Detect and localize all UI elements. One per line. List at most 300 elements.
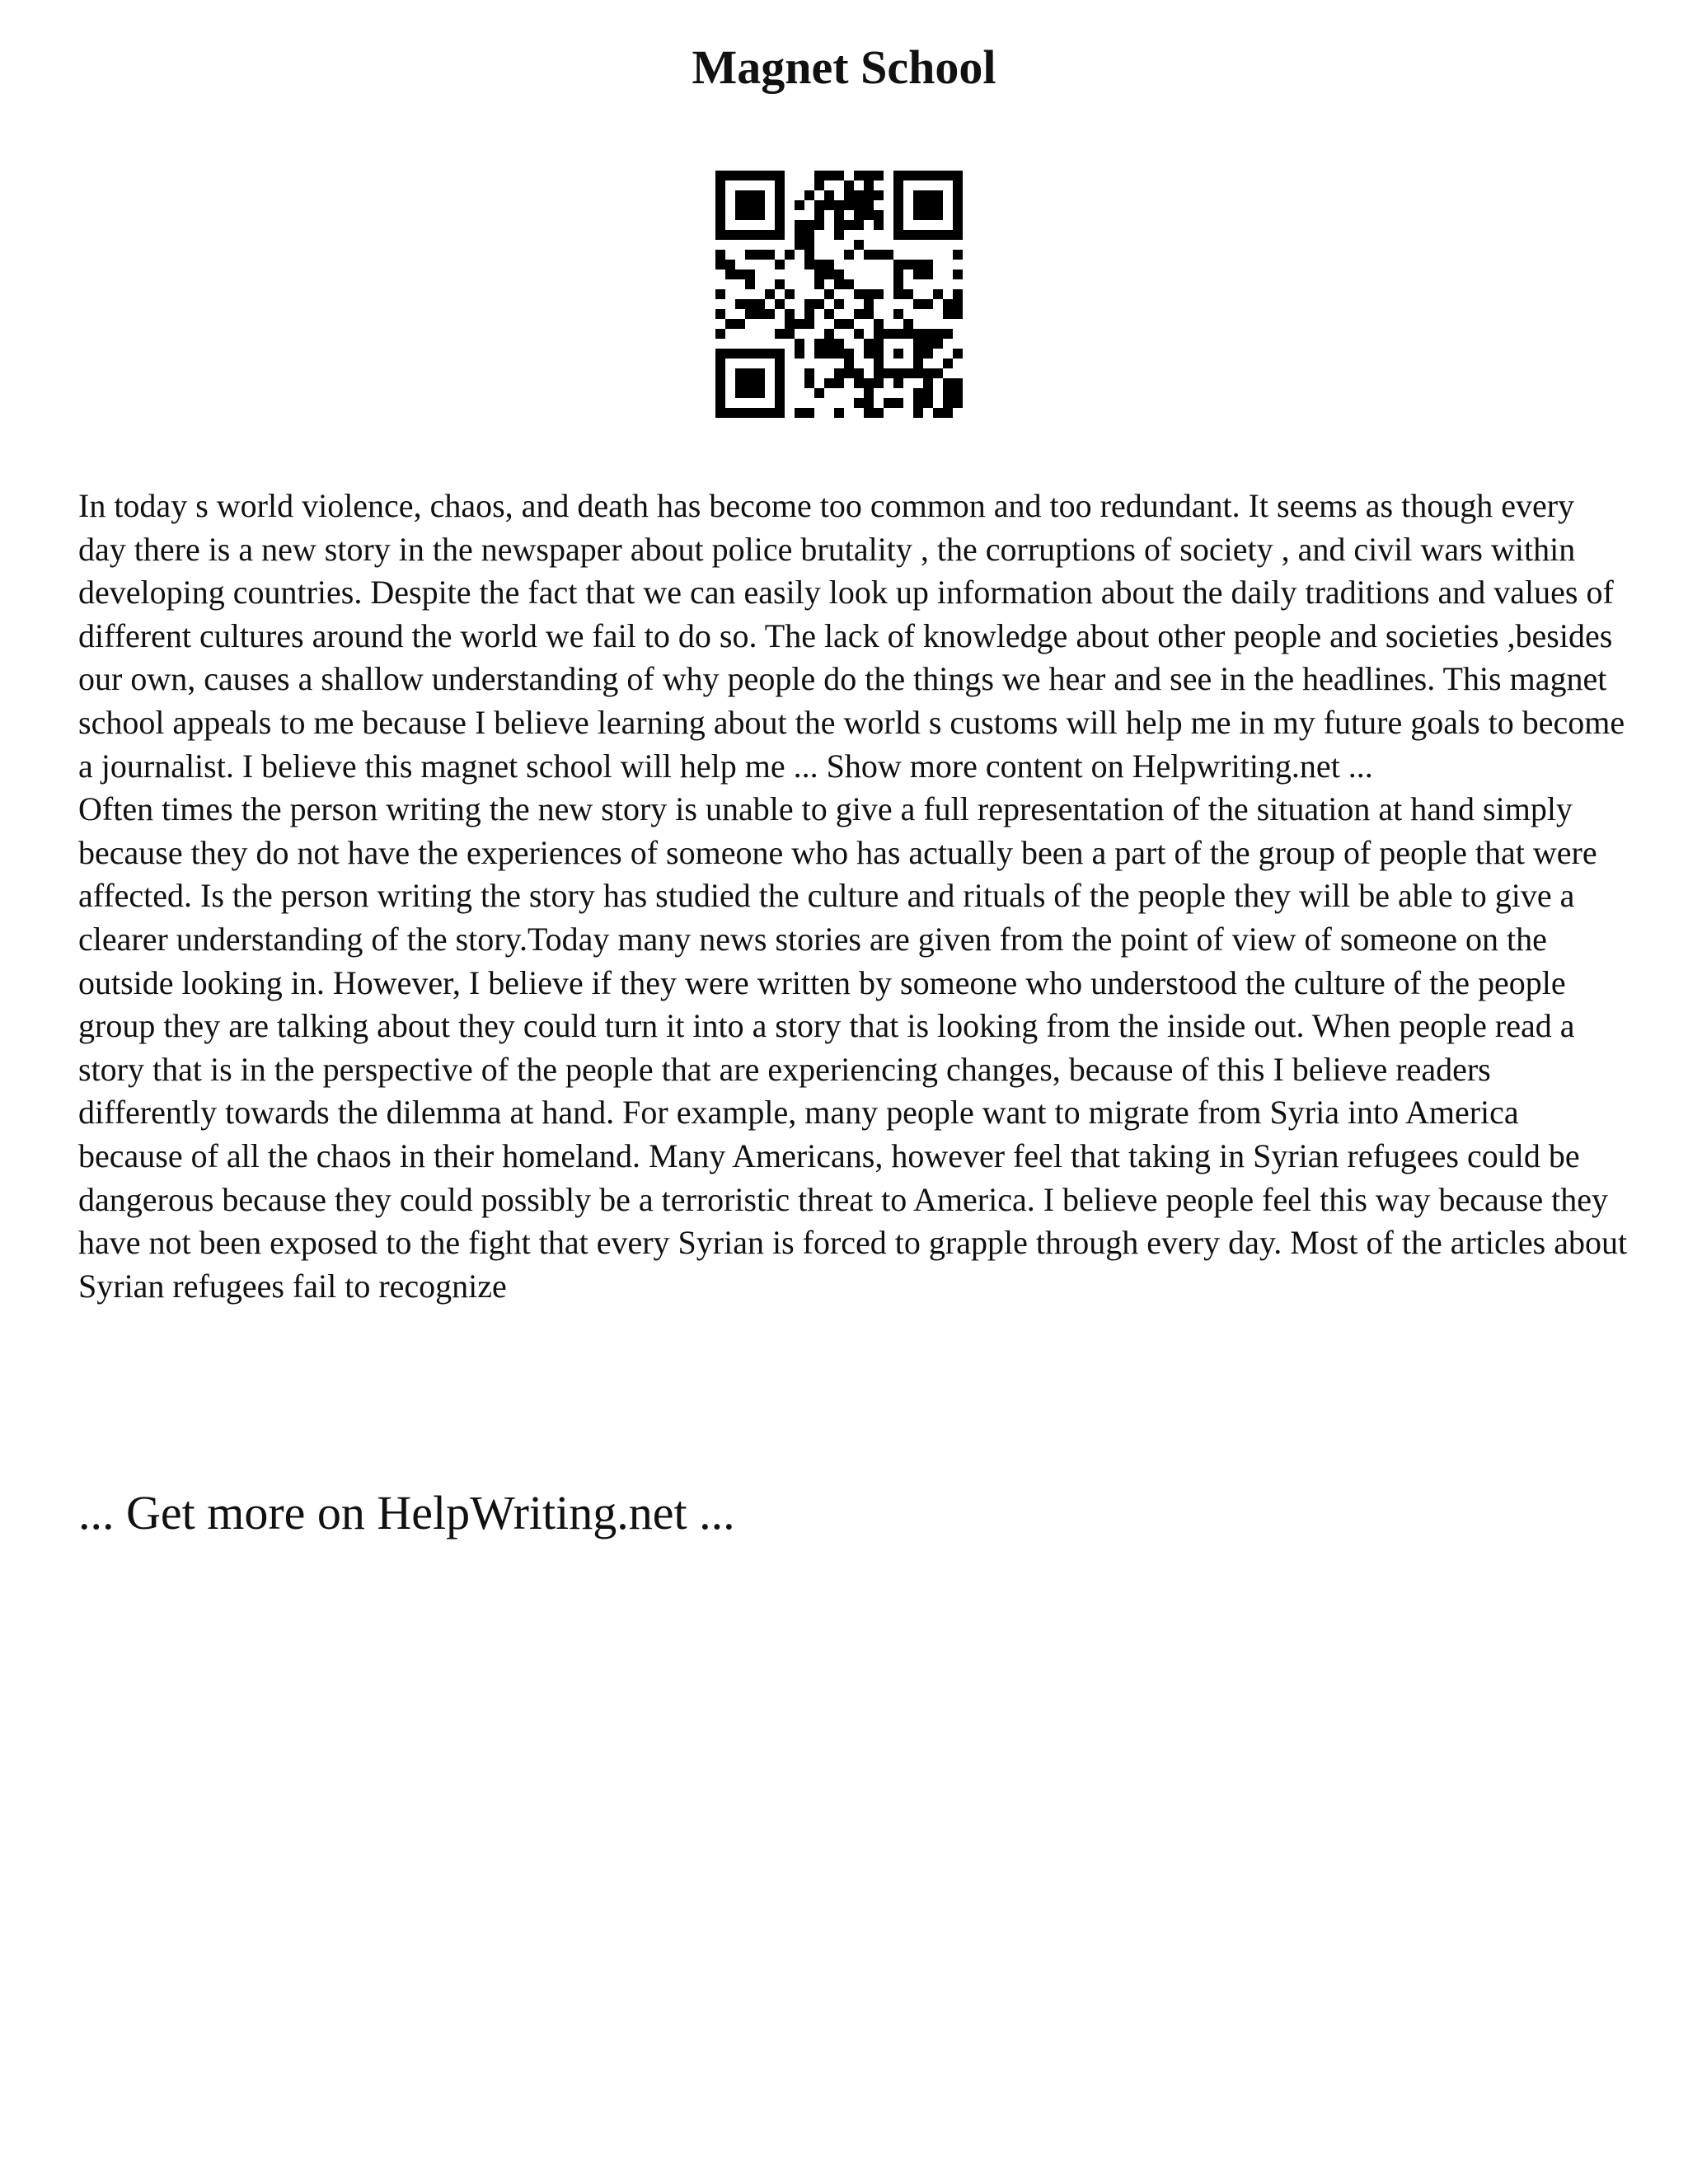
qr-module: [844, 220, 854, 230]
qr-module: [814, 299, 824, 309]
qr-module: [834, 210, 844, 220]
qr-module: [745, 368, 755, 378]
qr-module: [725, 349, 735, 359]
qr-module: [913, 398, 923, 408]
qr-module: [923, 210, 933, 220]
qr-module: [804, 240, 814, 250]
qr-module: [864, 339, 874, 349]
qr-module: [903, 289, 913, 299]
qr-module: [953, 289, 963, 299]
qr-module: [725, 171, 735, 180]
qr-module: [745, 250, 755, 260]
qr-module: [874, 171, 884, 180]
qr-module: [775, 220, 785, 230]
qr-module: [785, 309, 795, 319]
qr-module: [775, 210, 785, 220]
qr-module: [913, 200, 923, 210]
qr-module: [874, 319, 884, 329]
qr-module: [943, 359, 953, 368]
qr-module: [933, 408, 943, 418]
qr-module: [775, 388, 785, 398]
qr-module: [913, 269, 923, 279]
qr-module: [913, 210, 923, 220]
qr-module: [913, 171, 923, 180]
qr-module: [943, 388, 953, 398]
qr-module: [785, 329, 795, 339]
qr-module: [765, 230, 775, 240]
qr-module: [804, 319, 814, 329]
qr-module: [874, 220, 884, 230]
qr-module: [913, 230, 923, 240]
qr-module: [804, 260, 814, 269]
qr-module: [735, 200, 745, 210]
qr-module: [795, 408, 804, 418]
qr-module: [864, 180, 874, 190]
qr-module: [735, 210, 745, 220]
qr-module: [893, 210, 903, 220]
qr-module: [884, 250, 893, 260]
qr-module: [765, 250, 775, 260]
qr-module: [903, 171, 913, 180]
qr-module: [953, 230, 963, 240]
qr-module: [745, 279, 755, 289]
qr-module: [795, 220, 804, 230]
qr-module: [884, 368, 893, 378]
qr-module: [735, 299, 745, 309]
qr-module: [725, 408, 735, 418]
qr-module: [785, 289, 795, 299]
qr-module: [953, 180, 963, 190]
qr-module: [775, 171, 785, 180]
qr-module: [755, 378, 765, 388]
paragraph: Often times the person writing the new story is unable to give a full representation of the situation at hand simply because they do not have the experiences of someone who has actually been a part of the group of people that were affected. Is the person writing the story has studied the culture and rituals of the people they will be able to give a clearer understanding of the story.Today many news stories are given from the point of view of someone on the outside looking in. However, I believe if they were written by someone who understood the culture of the people group they are talking about they could turn it into a story that is looking from the inside out. When people read a story that is in the perspective of the people that are experiencing changes, because of this I believe readers differently towards the dilemma at hand. For example, many people want to migrate from Syria into America because of all the chaos in their homeland. Many Americans, however feel that taking in Syrian refugees could be dangerous because they could possibly be a terroristic threat to America. I believe people feel this way because they have not been exposed to the fight that every Syrian is forced to grapple through every day. Most of the articles about Syrian refugees fail to recognize: [78, 790, 1628, 1305]
qr-module: [755, 408, 765, 418]
qr-module: [953, 299, 963, 309]
qr-module: [933, 171, 943, 180]
qr-module: [844, 319, 854, 329]
qr-module: [874, 289, 884, 299]
qr-module: [745, 378, 755, 388]
qr-module: [824, 171, 834, 180]
qr-module: [715, 398, 725, 408]
qr-module: [953, 210, 963, 220]
qr-module: [795, 230, 804, 240]
qr-module: [864, 299, 874, 309]
qr-module: [953, 250, 963, 260]
qr-module: [913, 359, 923, 368]
qr-module: [844, 190, 854, 200]
qr-module: [725, 260, 735, 269]
qr-module: [775, 260, 785, 269]
qr-module: [834, 349, 844, 359]
qr-module: [923, 190, 933, 200]
qr-module: [933, 230, 943, 240]
qr-module: [923, 398, 933, 408]
qr-module: [814, 220, 824, 230]
qr-module: [795, 200, 804, 210]
qr-module: [874, 378, 884, 388]
qr-module: [795, 319, 804, 329]
qr-module: [923, 269, 933, 279]
qr-module: [913, 388, 923, 398]
qr-module: [775, 200, 785, 210]
qr-module: [775, 398, 785, 408]
qr-module: [864, 398, 874, 408]
qr-module: [874, 349, 884, 359]
qr-module: [884, 398, 893, 408]
qr-module: [854, 398, 864, 408]
get-more-link[interactable]: ... Get more on HelpWriting.net ...: [78, 1486, 735, 1540]
qr-module: [725, 230, 735, 240]
qr-module: [745, 309, 755, 319]
qr-module: [864, 200, 874, 210]
qr-module: [824, 190, 834, 200]
qr-module: [923, 299, 933, 309]
qr-module: [893, 279, 903, 289]
qr-module: [903, 230, 913, 240]
qr-module: [775, 230, 785, 240]
qr-module: [923, 368, 933, 378]
qr-module: [933, 190, 943, 200]
qr-module: [755, 250, 765, 260]
qr-module: [804, 220, 814, 230]
qr-module: [844, 250, 854, 260]
qr-module: [785, 250, 795, 260]
qr-module: [844, 200, 854, 210]
qr-module: [854, 171, 864, 180]
qr-module: [854, 240, 864, 250]
qr-module: [715, 220, 725, 230]
qr-module: [933, 210, 943, 220]
qr-module: [953, 378, 963, 388]
qr-module: [715, 260, 725, 269]
qr-module: [814, 200, 824, 210]
qr-module: [775, 279, 785, 289]
qr-module: [844, 279, 854, 289]
qr-module: [715, 250, 725, 260]
qr-module: [893, 200, 903, 210]
qr-module: [844, 349, 854, 359]
qr-module: [923, 260, 933, 269]
qr-module: [953, 220, 963, 230]
qr-module: [715, 190, 725, 200]
qr-code-graphic: [715, 171, 963, 418]
qr-module: [913, 260, 923, 269]
qr-module: [804, 368, 814, 378]
qr-module: [824, 200, 834, 210]
qr-module: [893, 220, 903, 230]
qr-module: [735, 408, 745, 418]
qr-module: [834, 368, 844, 378]
qr-module: [953, 309, 963, 319]
qr-module: [933, 329, 943, 339]
qr-module: [834, 279, 844, 289]
qr-module: [715, 210, 725, 220]
qr-module: [715, 180, 725, 190]
qr-module: [854, 190, 864, 200]
qr-module: [884, 329, 893, 339]
qr-module: [824, 269, 834, 279]
qr-module: [854, 200, 864, 210]
qr-module: [814, 339, 824, 349]
qr-module: [913, 349, 923, 359]
qr-module: [854, 309, 864, 319]
qr-module: [903, 319, 913, 329]
qr-module: [834, 171, 844, 180]
qr-module: [834, 408, 844, 418]
qr-module: [755, 200, 765, 210]
qr-module: [755, 349, 765, 359]
page-title: Magnet School: [692, 40, 996, 94]
qr-module: [893, 230, 903, 240]
qr-module: [854, 289, 864, 299]
qr-module: [943, 309, 953, 319]
qr-module: [893, 289, 903, 299]
qr-module: [745, 171, 755, 180]
qr-module: [834, 339, 844, 349]
qr-module: [923, 171, 933, 180]
qr-module: [923, 378, 933, 388]
qr-module: [903, 368, 913, 378]
qr-module: [893, 171, 903, 180]
qr-module: [755, 309, 765, 319]
qr-module: [745, 299, 755, 309]
qr-module: [715, 171, 725, 180]
qr-module: [844, 368, 854, 378]
qr-module: [765, 349, 775, 359]
qr-module: [725, 319, 735, 329]
qr-module: [923, 349, 933, 359]
qr-module: [913, 329, 923, 339]
qr-module: [715, 368, 725, 378]
qr-module: [795, 349, 804, 359]
qr-module: [755, 368, 765, 378]
qr-module: [735, 190, 745, 200]
qr-module: [715, 378, 725, 388]
qr-module: [943, 408, 953, 418]
qr-module: [775, 349, 785, 359]
qr-module: [893, 180, 903, 190]
qr-module: [735, 388, 745, 398]
qr-module: [903, 260, 913, 269]
qr-module: [755, 299, 765, 309]
qr-module: [893, 368, 903, 378]
qr-module: [874, 190, 884, 200]
qr-module: [804, 230, 814, 240]
qr-module: [735, 368, 745, 378]
qr-module: [943, 171, 953, 180]
qr-module: [814, 180, 824, 190]
qr-module: [775, 329, 785, 339]
qr-module: [735, 378, 745, 388]
qr-module: [864, 408, 874, 418]
qr-module: [893, 378, 903, 388]
qr-module: [893, 269, 903, 279]
qr-module: [854, 210, 864, 220]
qr-module: [864, 190, 874, 200]
qr-module: [735, 319, 745, 329]
qr-module: [913, 408, 923, 418]
qr-module: [943, 378, 953, 388]
qr-module: [864, 349, 874, 359]
qr-module: [745, 269, 755, 279]
qr-module: [874, 408, 884, 418]
qr-module: [844, 180, 854, 190]
qr-module: [804, 299, 814, 309]
qr-module: [814, 269, 824, 279]
qr-module: [854, 329, 864, 339]
qr-module: [814, 210, 824, 220]
qr-module: [814, 349, 824, 359]
qr-module: [923, 200, 933, 210]
qr-module: [953, 190, 963, 200]
qr-module: [943, 329, 953, 339]
qr-module: [923, 329, 933, 339]
qr-module: [735, 171, 745, 180]
qr-module: [795, 339, 804, 349]
qr-module: [834, 269, 844, 279]
qr-module: [775, 180, 785, 190]
qr-module: [913, 368, 923, 378]
qr-module: [943, 398, 953, 408]
qr-module: [923, 388, 933, 398]
qr-module: [824, 260, 834, 269]
qr-module: [765, 171, 775, 180]
qr-module: [824, 329, 834, 339]
qr-module: [775, 299, 785, 309]
qr-module: [953, 388, 963, 398]
qr-module: [745, 408, 755, 418]
qr-module: [943, 299, 953, 309]
qr-module: [715, 408, 725, 418]
qr-module: [893, 398, 903, 408]
qr-module: [715, 329, 725, 339]
qr-module: [864, 309, 874, 319]
qr-module: [893, 329, 903, 339]
qr-module: [874, 339, 884, 349]
qr-code-icon: [715, 171, 963, 418]
qr-module: [824, 349, 834, 359]
qr-module: [755, 171, 765, 180]
qr-module: [804, 309, 814, 319]
qr-module: [715, 309, 725, 319]
qr-module: [715, 230, 725, 240]
qr-module: [834, 230, 844, 240]
qr-module: [755, 230, 765, 240]
qr-module: [874, 250, 884, 260]
qr-module: [775, 190, 785, 200]
qr-module: [953, 349, 963, 359]
qr-module: [834, 378, 844, 388]
qr-module: [785, 319, 795, 329]
qr-module: [745, 210, 755, 220]
qr-module: [735, 230, 745, 240]
qr-module: [745, 349, 755, 359]
qr-module: [824, 339, 834, 349]
qr-module: [804, 408, 814, 418]
qr-module: [933, 200, 943, 210]
qr-module: [913, 190, 923, 200]
qr-module: [814, 171, 824, 180]
qr-module: [864, 171, 874, 180]
qr-module: [765, 309, 775, 319]
qr-module: [775, 408, 785, 418]
qr-module: [745, 190, 755, 200]
qr-module: [893, 260, 903, 269]
qr-module: [893, 309, 903, 319]
qr-module: [804, 250, 814, 260]
qr-module: [864, 378, 874, 388]
qr-module: [725, 269, 735, 279]
qr-module: [874, 210, 884, 220]
qr-module: [953, 269, 963, 279]
qr-module: [893, 190, 903, 200]
qr-module: [824, 378, 834, 388]
qr-module: [745, 230, 755, 240]
qr-module: [913, 299, 923, 309]
paragraph: In today s world violence, chaos, and death has become too common and too redundant. It seems as though every day there is a new story in the newspaper about police brutality , the corruptions of society , and civil wars within developing countries. Despite the fact that we can easily look up information about the daily traditions and values of different cultures around the world we fail to do so. The lack of knowledge about other people and societies ,besides our own, causes a shallow understanding of why people do the things we hear and see in the headlines. This magnet school appeals to me because I believe learning about the world s customs will help me in my future goals to become a journalist. I believe this magnet school will help me ... Show more content on Helpwriting.net ...: [78, 487, 1625, 785]
qr-module: [874, 329, 884, 339]
qr-module: [775, 378, 785, 388]
qr-module: [834, 299, 844, 309]
qr-module: [775, 359, 785, 368]
qr-module: [864, 289, 874, 299]
qr-module: [834, 200, 844, 210]
qr-module: [804, 378, 814, 388]
qr-module: [943, 230, 953, 240]
qr-module: [864, 250, 874, 260]
qr-module: [933, 339, 943, 349]
qr-module: [715, 349, 725, 359]
qr-module: [765, 289, 775, 299]
qr-module: [814, 260, 824, 269]
qr-module: [893, 349, 903, 359]
qr-module: [923, 339, 933, 349]
qr-module: [755, 210, 765, 220]
qr-module: [745, 388, 755, 398]
qr-module: [814, 279, 824, 289]
qr-module: [824, 309, 834, 319]
qr-module: [735, 349, 745, 359]
qr-module: [755, 388, 765, 398]
qr-module: [864, 388, 874, 398]
qr-module: [953, 398, 963, 408]
qr-module: [923, 230, 933, 240]
qr-module: [854, 378, 864, 388]
qr-module: [715, 200, 725, 210]
qr-module: [834, 319, 844, 329]
qr-module: [755, 190, 765, 200]
qr-module: [953, 200, 963, 210]
qr-module: [864, 210, 874, 220]
qr-module: [834, 220, 844, 230]
qr-module: [933, 368, 943, 378]
qr-module: [795, 240, 804, 250]
qr-module: [824, 289, 834, 299]
qr-module: [874, 359, 884, 368]
qr-module: [715, 359, 725, 368]
qr-module: [804, 190, 814, 200]
qr-module: [715, 289, 725, 299]
qr-module: [715, 388, 725, 398]
qr-module: [814, 388, 824, 398]
qr-module: [933, 289, 943, 299]
qr-module: [913, 339, 923, 349]
article-body: [78, 485, 1628, 1308]
qr-module: [735, 269, 745, 279]
qr-module: [953, 171, 963, 180]
qr-module: [775, 368, 785, 378]
